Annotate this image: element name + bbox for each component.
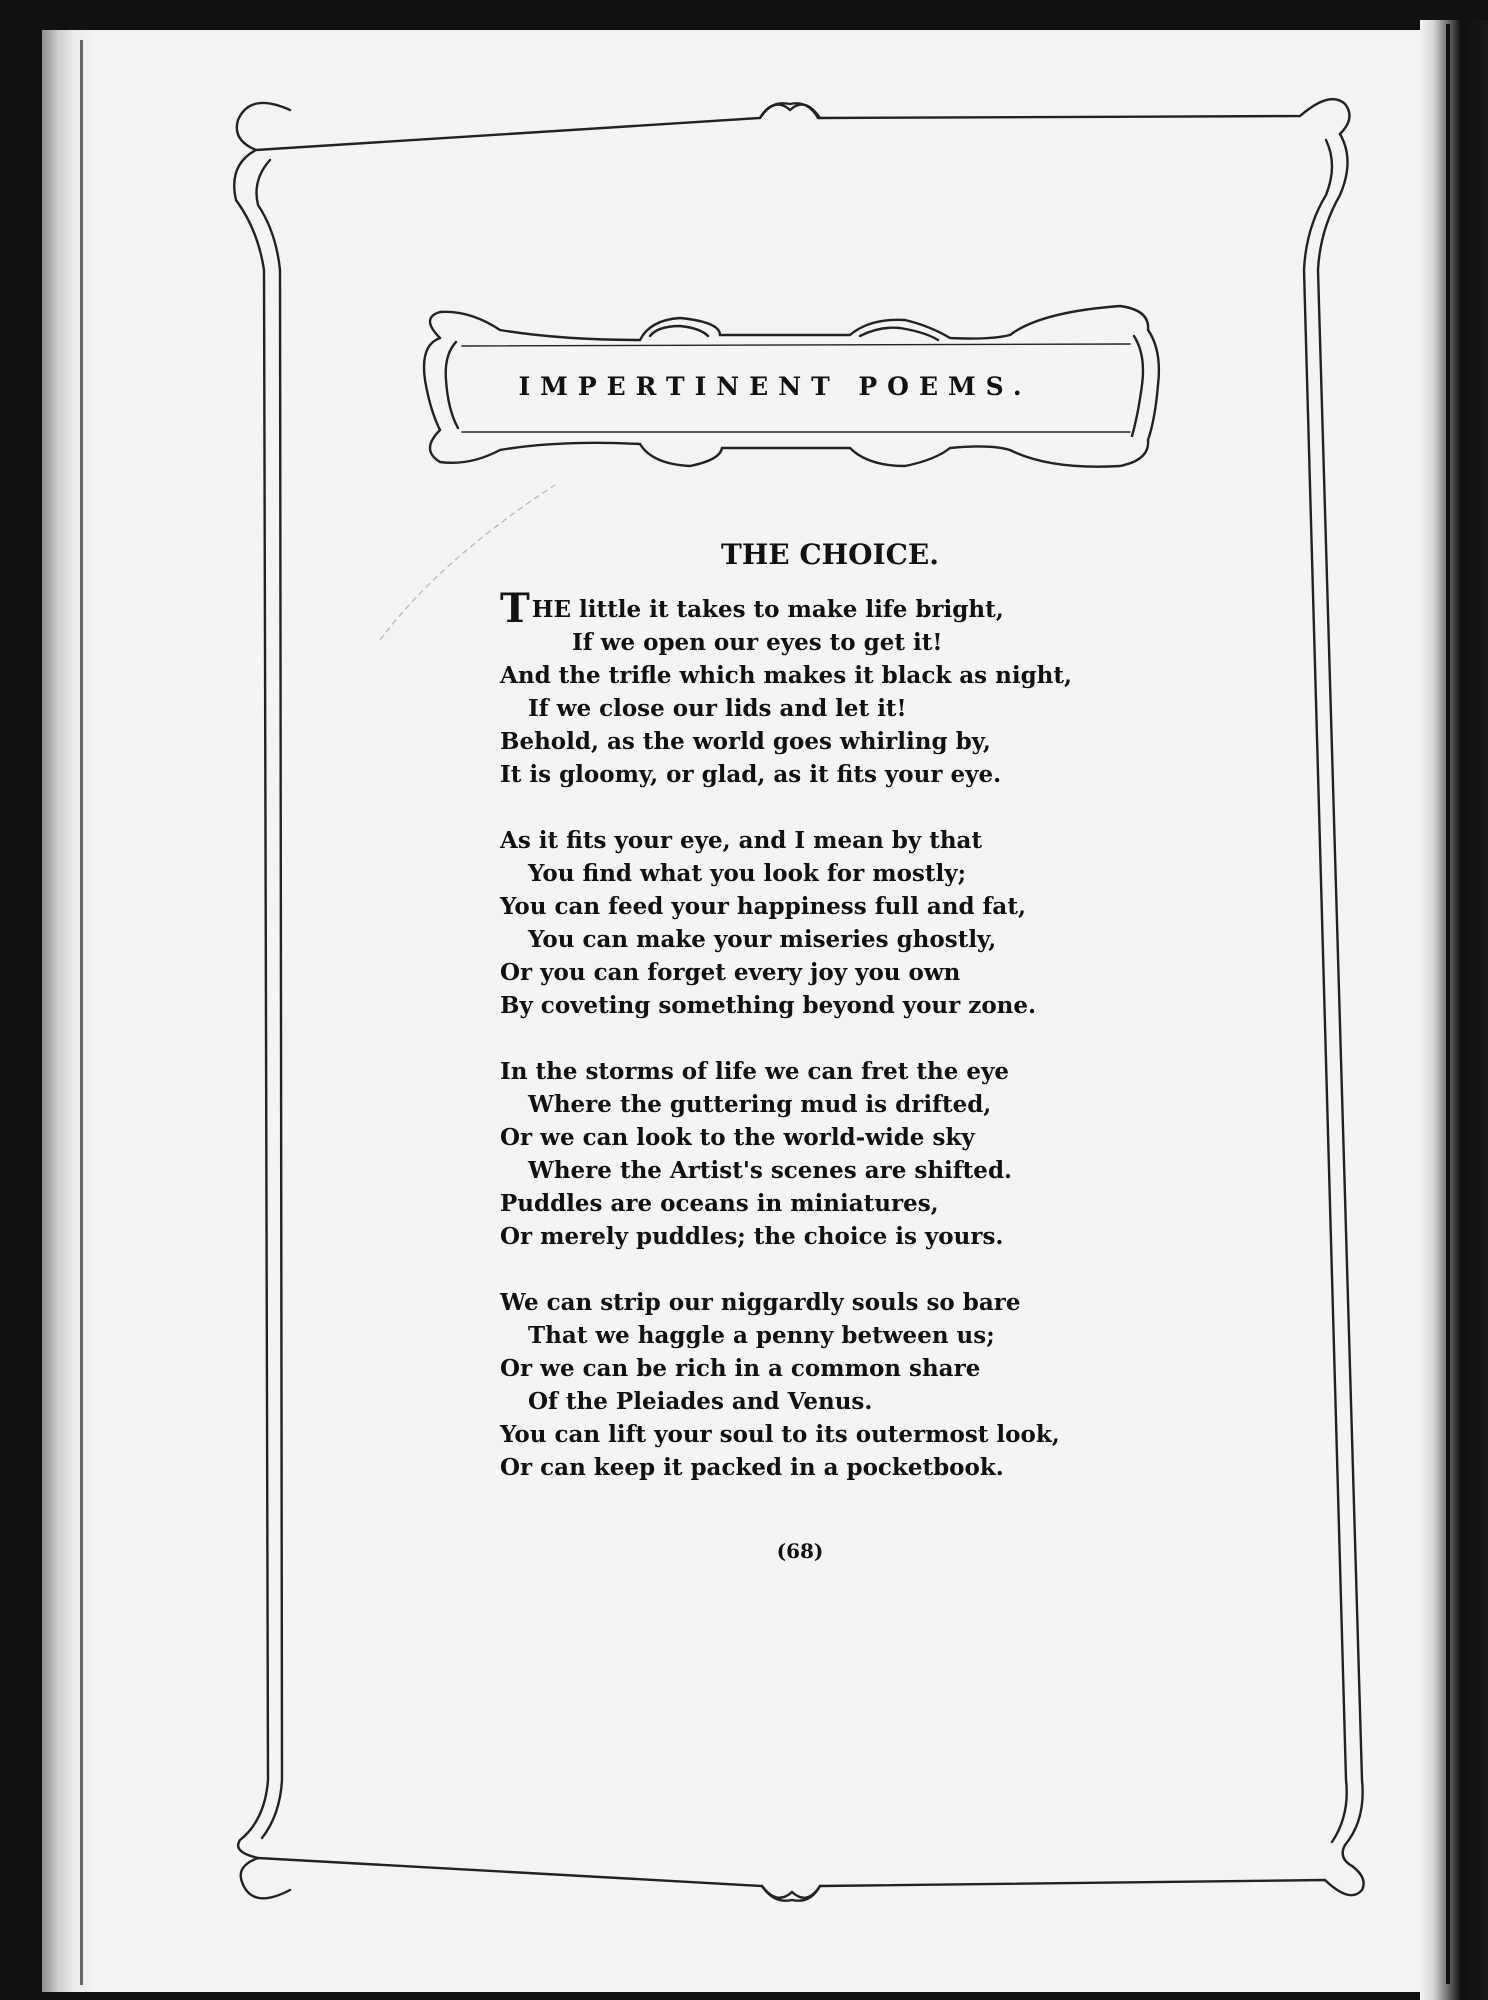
poem-line: Where the guttering mud is drifted, — [528, 1091, 992, 1118]
poem-line: Behold, as the world goes whirling by, — [500, 728, 991, 755]
frame-left-edge — [234, 150, 268, 1858]
poem-line: By coveting something beyond your zone. — [500, 992, 1037, 1019]
cartouche-top — [430, 306, 1148, 340]
poem-line: It is gloomy, or glad, as it fits your eye. — [500, 761, 1002, 788]
poem-line: Or you can forget every joy you own — [500, 959, 961, 986]
poem-line: Or merely puddles; the choice is yours. — [500, 1223, 1004, 1250]
cartouche-right-inner — [1132, 336, 1143, 436]
poem-line — [500, 585, 1140, 632]
frame-bottom-edge — [241, 1858, 1364, 1901]
stanza-3 — [500, 1055, 1140, 1253]
poem-line: And the trifle which makes it black as night, — [500, 662, 1073, 689]
cartouche-inner-line-top — [462, 344, 1130, 346]
cartouche-right — [1148, 330, 1159, 440]
poem-line: Or we can look to the world-wide sky — [500, 1124, 975, 1151]
poem-line: Or we can be rich in a common share — [500, 1355, 981, 1382]
running-title: IMPERTINENT POEMS. — [518, 372, 1032, 401]
poem-line: Where the Artist's scenes are shifted. — [528, 1157, 1013, 1184]
poem-line: Puddles are oceans in miniatures, — [500, 1190, 939, 1217]
page-number: (68) — [776, 1539, 824, 1563]
drop-cap: T — [500, 585, 530, 632]
poem-line: Of the Pleiades and Venus. — [528, 1388, 873, 1415]
poem-line: We can strip our niggardly souls so bare — [500, 1289, 1021, 1316]
poem-line: You find what you look for mostly; — [528, 860, 967, 887]
poem-line: If we close our lids and let it! — [528, 695, 907, 722]
poem-line: Or can keep it packed in a pocketbook. — [500, 1454, 1004, 1481]
poem-line: If we open our eyes to get it! — [572, 629, 943, 656]
cartouche-bottom — [430, 430, 1148, 467]
poem-line: You can lift your soul to its outermost look, — [500, 1421, 1060, 1448]
stanza-4 — [500, 1286, 1140, 1484]
frame-top-flourish — [760, 105, 820, 118]
poem-line: You can make your miseries ghostly, — [528, 926, 997, 953]
stanza-1 — [500, 585, 1140, 791]
poem-line: As it fits your eye, and I mean by that — [500, 827, 983, 854]
frame-right-inner — [1304, 140, 1347, 1842]
first-line-text: HE little it takes to make life bright, — [531, 596, 1004, 623]
poem-line: You can feed your happiness full and fat, — [500, 893, 1026, 920]
frame-bottom-flourish — [762, 1886, 820, 1898]
poem-title: THE CHOICE. — [721, 538, 939, 571]
frame-left-inner — [257, 160, 283, 1838]
cartouche-left — [424, 338, 440, 430]
poem-body — [500, 585, 1140, 1517]
stanza-2 — [500, 824, 1140, 1022]
poem-line: That we haggle a penny between us; — [528, 1322, 995, 1349]
poem-line: In the storms of life we can fret the eye — [500, 1058, 1010, 1085]
cartouche-top-inner — [650, 326, 938, 340]
